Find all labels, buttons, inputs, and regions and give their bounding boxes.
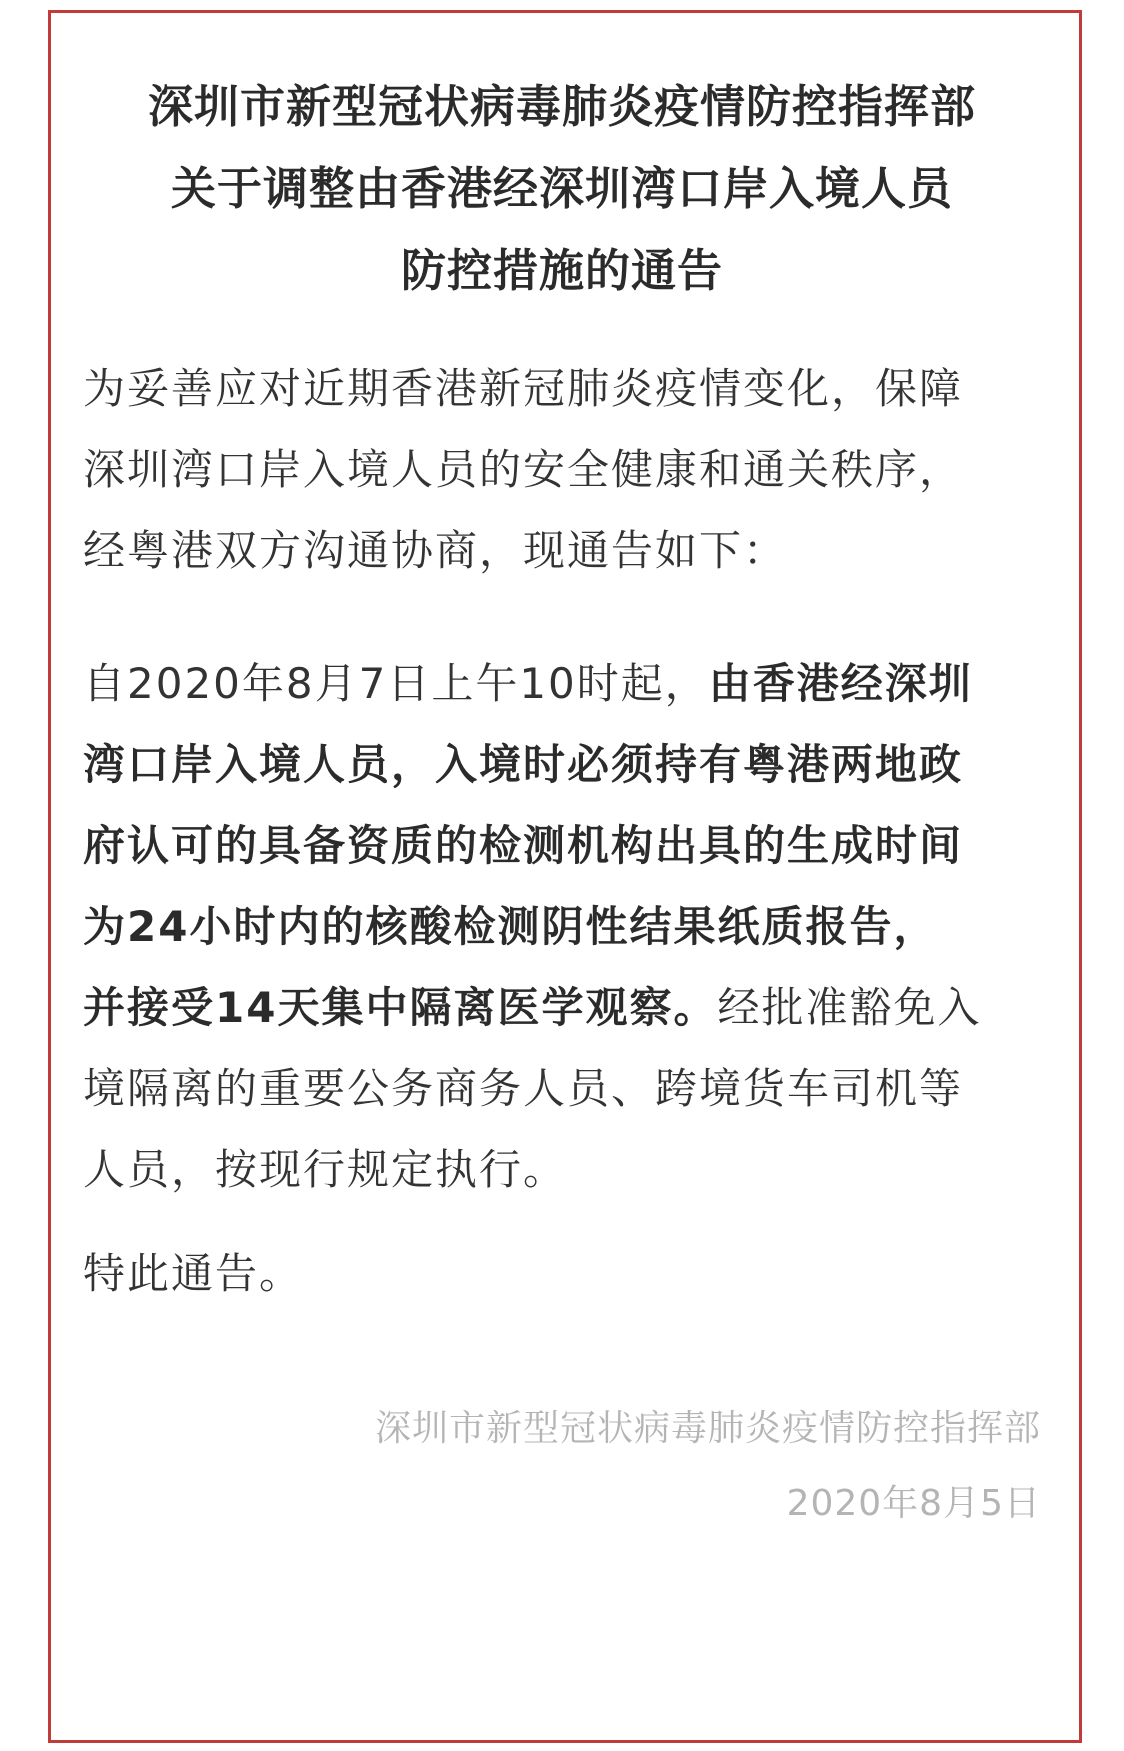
signature-date: 2020年8月5日: [786, 1483, 1041, 1524]
main-line-3: 府认可的具备资质的检测机构出具的生成时间: [83, 821, 964, 870]
intro-line-3: 经粤港双方沟通协商，现通告如下：: [83, 526, 788, 575]
closing-paragraph: [83, 1233, 1048, 1314]
main-line-5: [83, 967, 1048, 1048]
intro-line-1: 为妥善应对近期香港新冠肺炎疫情变化，保障: [83, 364, 964, 413]
effective-time-text: 自2020年8月7日上午10时起，: [83, 659, 709, 708]
intro-paragraph: [83, 348, 1048, 591]
notice-title: [0, 66, 1124, 312]
title-line-1: 深圳市新型冠状病毒肺炎疫情防控指挥部: [147, 80, 976, 133]
intro-line-2: 深圳湾口岸入境人员的安全健康和通关秩序，: [83, 445, 964, 494]
main-paragraph: [83, 643, 1048, 1210]
title-line-3: 防控措施的通告: [400, 244, 723, 297]
emphasis-text: 由香港经深圳: [708, 659, 973, 708]
main-line-1: [83, 643, 1048, 724]
main-line-4: 为24小时内的核酸检测阴性结果纸质报告，: [83, 902, 938, 951]
main-line-7: 人员，按现行规定执行。: [83, 1145, 568, 1194]
closing-text: 特此通告。: [83, 1249, 304, 1298]
main-line-2: 湾口岸入境人员，入境时必须持有粤港两地政: [83, 740, 964, 789]
main-line-6: 境隔离的重要公务商务人员、跨境货车司机等: [83, 1064, 964, 1113]
signature-org: 深圳市新型冠状病毒肺炎疫情防控指挥部: [374, 1408, 1041, 1449]
exemption-text: 经批准豁免入: [717, 983, 982, 1032]
quarantine-requirement-text: 并接受14天集中隔离医学观察。: [83, 983, 718, 1032]
title-line-2: 关于调整由香港经深圳湾口岸入境人员: [170, 162, 953, 215]
